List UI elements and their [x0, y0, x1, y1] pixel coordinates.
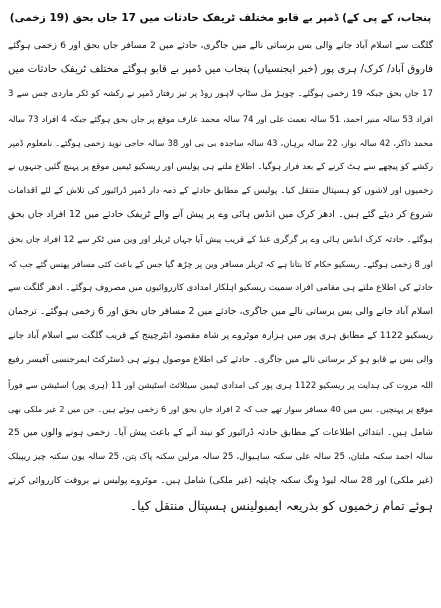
article-line: افراد 53 سالہ منیر احمد، 51 سالہ نعمت علی اور 74 سالہ محمد عارف موقع پر جاں بحق ہوگئے جبکہ 4 افراد 73 سالہ	[8, 113, 433, 124]
article-body	[8, 34, 433, 518]
article-line: شروع کر دیئے گئے ہیں۔ ادھر کرک میں انڈس ہائی وے پر پیش آنے والے ٹریفک حادثے میں 12 افراد جاں بحق	[8, 209, 433, 221]
article-line: حادثے کی اطلاع ملتے ہی مقامی افراد سمیت ریسکیو اہلکار امدادی کارروائیوں میں مصروف ہوگئے۔ ادھر گلگت سے	[8, 282, 433, 293]
article-line: ریسکیو 1122 کے مطابق ہری پور میں ہزارہ موٹروے پر شاہ مقصود انٹرچینج کے قریب گلگت سے اسلام آباد جانے	[8, 331, 433, 342]
article-line: فاروق آباد/ کرک/ ہری پور (خبر ایجنسیاں) پنجاب میں ڈمپر بے قابو ہوگئے مختلف ٹریفک حادثات میں	[8, 64, 433, 76]
article-line: ہوگئے۔ حادثہ کرک انڈس ہائی وے پر گرگری غنڈ کے قریب پیش آیا جہاں ٹریلر اور وین میں ٹکر سے 12 افراد جاں بحق	[8, 234, 433, 245]
article-line: اللہ مروت کی ہدایت پر ریسکیو 1122 ہری پور کی امدادی ٹیمیں سیٹلائٹ اسٹیشن اور 11 (ہری پور) اسٹیشن سے فوراً	[8, 379, 433, 390]
article-line: (غیر ملکی) اور 28 سالہ لیوڈ وِنگ سکنہ چاپئیہ (غیر ملکی) شامل ہیں۔ موٹروے پولیس نے بروقت کارروائی کرتے	[8, 476, 433, 487]
article-line: والی بس بے قابو ہو کر برساتی نالے میں جاگری۔ حادثے کی اطلاع موصول ہوتے ہی ڈسٹرکٹ ایمرجنسی آفیسر رفیع	[8, 355, 433, 366]
article-line: 17 جاں بحق جبکہ 19 زخمی ہوگئے۔ چوہڑ مل سٹاپ لاہور روڈ پر تیز رفتار ڈمپر نے رکشہ کو ٹکر ماردی جس سے 3	[8, 89, 433, 100]
article-line: زخمیوں اور لاشوں کو ہسپتال منتقل کیا۔ پولیس کے مطابق حادثے کے ذمہ دار ڈمپر ڈرائیور کی تلاش کے لئے اقدامات	[8, 186, 433, 197]
article-line: اسلام آباد جانے والی بس برساتی نالے میں جاگری، حادثے میں 2 مسافر جاں بحق اور 6 زخمی ہوگئے۔ ترجمان	[8, 306, 433, 318]
article-line: اور 8 زخمی ہوگئے۔ ریسکیو حکام کا بتانا ہے کہ ٹریلر مسافر وین پر چڑھ گیا جس کے باعث کئی مسافر پھنس گئے جب کہ	[8, 258, 433, 269]
article-line: سالہ احمد سکنہ ملتان، 25 سالہ علی سکنہ ساہیوال، 25 سالہ مرلین سکنہ پاک پتن، 25 سالہ یون سکنہ چیز ریپبلک	[8, 452, 433, 463]
article-line: شامل ہیں۔ ابتدائی اطلاعات کے مطابق حادثہ ڈرائیور کو نیند آنے کے باعث پیش آیا۔ زخمی ہونے والوں میں 25	[8, 427, 433, 438]
article-line: رکشے کو پیچھے سے ہٹ کرنے کے بعد فرار ہوگیا۔ اطلاع ملتے ہی پولیس اور ریسکیو ٹیمیں موقع پر پہنچ گئیں جنہوں نے	[8, 161, 433, 172]
article-line: موقع پر پہنچیں۔ بس میں 40 مسافر سوار تھے جب کہ 2 افراد جاں بحق اور 6 زخمی ہوئے ہیں۔ جن میں 2 غیر ملکی بھی	[8, 403, 433, 414]
article-line: گلگت سے اسلام آباد جانے والی بس برساتی نالے میں جاگری، حادثے میں 2 مسافر جاں بحق اور 6 زخمی ہوگئے	[8, 40, 433, 51]
headline: پنجاب، کے پی کے) ڈمپر بے قابو مختلف ٹریفک حادثات میں 17 جاں بحق (19 زخمی)	[9, 12, 432, 24]
article-line: ہوئے تمام زخمیوں کو بذریعہ ایمبولینس ہسپتال منتقل کیا۔	[129, 497, 433, 513]
article-line: محمد ذاکر، 42 سالہ نواز، 22 سالہ برہان، 43 سالہ ساجدہ بی بی اور 38 سالہ حاجی نوید زخمی ہوگئے۔ نامعلوم ڈمپر	[8, 137, 433, 148]
